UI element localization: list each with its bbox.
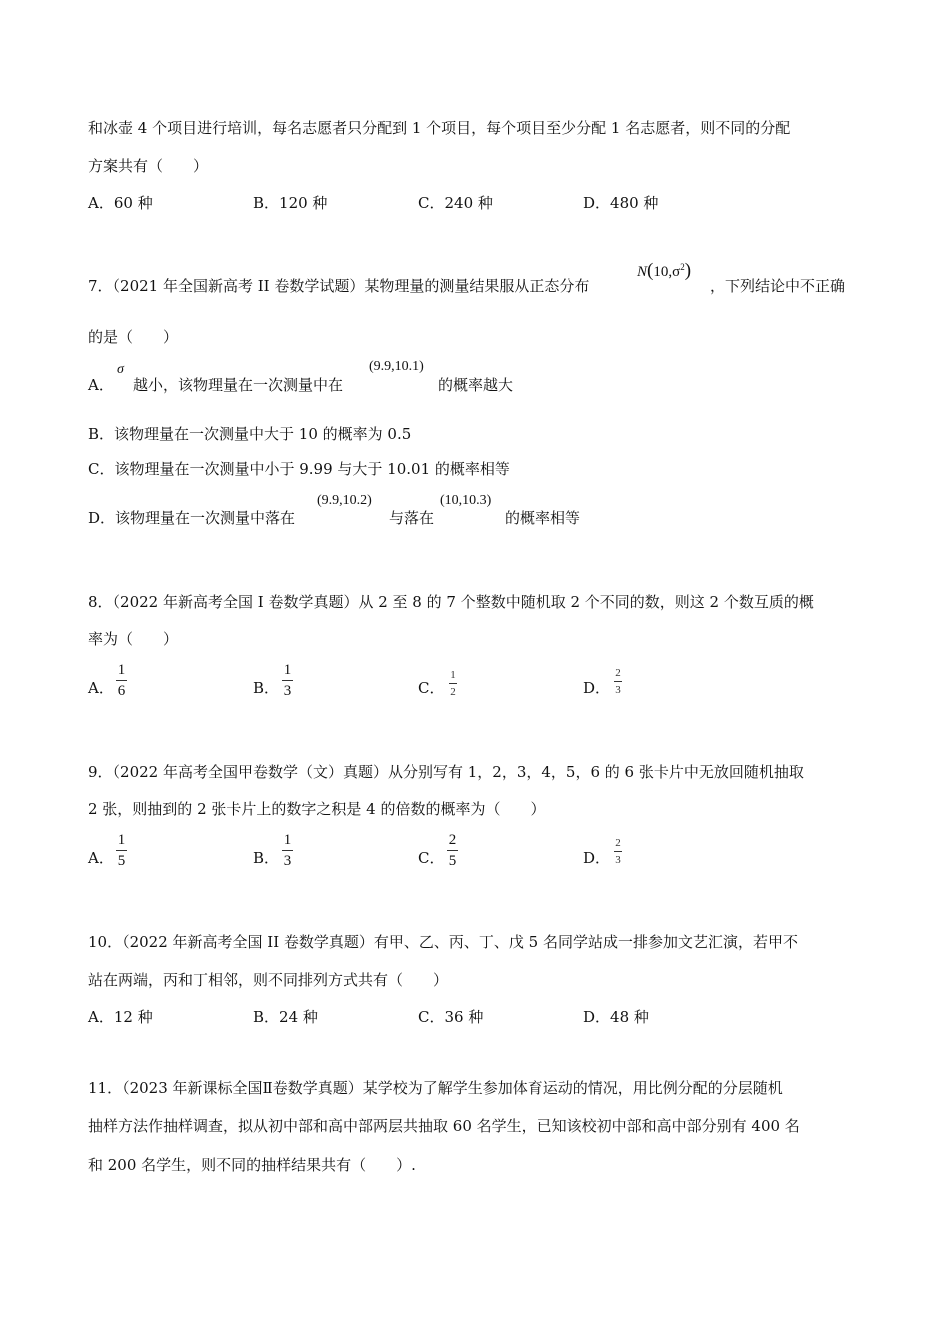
q9-option-d-label: D． — [583, 849, 611, 867]
q8-option-c-denominator: 2 — [450, 686, 456, 698]
q10-option-d: D．48 种 — [583, 1008, 649, 1026]
q7-option-d-interval-1: (9.9,10.2) — [317, 493, 372, 508]
q7-option-c: C．该物理量在一次测量中小于 9.99 与大于 10.01 的概率相等 — [88, 460, 510, 478]
q11-line-1: 11．（2023 年新课标全国Ⅱ卷数学真题）某学校为了解学生参加体育运动的情况，用比例分配的分层随机 — [88, 1079, 783, 1097]
q9-option-a-fraction — [116, 832, 127, 869]
q9-option-a-denominator: 5 — [117, 853, 126, 869]
q9-option-b-numerator: 1 — [283, 832, 292, 848]
q7-option-a-text-1: 越小，该物理量在一次测量中在 — [133, 376, 344, 394]
q7-formula-n: N — [637, 264, 648, 280]
q7-line-2: 的是（ ） — [88, 328, 179, 346]
q9-option-d-fraction — [614, 837, 622, 866]
q9-line-2: 2 张，则抽到的 2 张卡片上的数字之积是 4 的倍数的概率为（ ） — [88, 800, 546, 818]
q11-line-3: 和 200 名学生，则不同的抽样结果共有（ ）. — [88, 1156, 416, 1174]
q8-line-1: 8．（2022 年新高考全国 I 卷数学真题）从 2 至 8 的 7 个整数中随机取 2 个不同的数，则这 2 个数互质的概 — [88, 593, 814, 611]
q9-option-c-fraction — [447, 832, 458, 869]
q8-option-d-label: D． — [583, 679, 611, 697]
q8-option-d-denominator: 3 — [615, 684, 621, 696]
q8-option-c-fraction — [449, 669, 457, 698]
q8-option-b-denominator: 3 — [283, 683, 292, 699]
q7-formula-args: 10,σ — [653, 264, 681, 280]
q7-option-d-text-3: 的概率相等 — [505, 509, 581, 527]
q8-option-c-numerator: 1 — [450, 669, 456, 681]
q9-option-c-denominator: 5 — [448, 853, 457, 869]
q7-option-d-interval-2: (10,10.3) — [440, 493, 492, 508]
q8-option-a-label: A． — [88, 679, 114, 697]
q10-line-2: 站在两端，丙和丁相邻，则不同排列方式共有（ ） — [88, 971, 449, 989]
q8-option-a-denominator: 6 — [117, 683, 126, 699]
q9-option-a-label: A． — [88, 849, 114, 867]
q9-option-a-numerator: 1 — [117, 832, 126, 848]
q7-normal-distribution-formula: $N(10,\sigma^2)$ — [637, 260, 692, 281]
q7-option-a-label: A． — [88, 376, 114, 394]
q7-option-a-interval: (9.9,10.1) — [369, 359, 424, 374]
q8-option-b-label: B． — [253, 679, 280, 697]
q8-line-2: 率为（ ） — [88, 630, 179, 648]
q7-stem-part-a: 7．（2021 年全国新高考 II 卷数学试题）某物理量的测量结果服从正态分布 — [88, 277, 590, 295]
q9-option-c-numerator: 2 — [448, 832, 457, 848]
q6-option-a: A．60 种 — [88, 194, 153, 212]
q8-option-d-fraction — [614, 667, 622, 696]
q6-line-2: 方案共有（ ） — [88, 157, 209, 175]
q7-option-a-sigma: σ — [117, 362, 124, 377]
q9-option-b-fraction — [282, 832, 293, 869]
q7-option-d-text-1: D．该物理量在一次测量中落在 — [88, 509, 296, 527]
q8-option-c-label: C． — [418, 679, 445, 697]
q7-option-b: B．该物理量在一次测量中大于 10 的概率为 0.5 — [88, 425, 412, 443]
q7-formula-exponent: 2 — [680, 262, 685, 272]
q7-option-a-text-2: 的概率越大 — [438, 376, 514, 394]
q6-option-c: C．240 种 — [418, 194, 493, 212]
q6-line-1: 和冰壶 4 个项目进行培训，每名志愿者只分配到 1 个项目，每个项目至少分配 1 名志愿者，则不同的分配 — [88, 119, 791, 137]
q9-option-b-denominator: 3 — [283, 853, 292, 869]
q8-option-a-fraction — [116, 662, 127, 699]
q7-option-d-text-2: 与落在 — [389, 509, 435, 527]
q8-option-a-numerator: 1 — [117, 662, 126, 678]
q11-line-2: 抽样方法作抽样调查，拟从初中部和高中部两层共抽取 60 名学生，已知该校初中部和高中部分别有 400 名 — [88, 1117, 800, 1135]
q6-option-b: B．120 种 — [253, 194, 328, 212]
q8-option-b-numerator: 1 — [283, 662, 292, 678]
q10-option-a: A．12 种 — [88, 1008, 153, 1026]
q6-option-d: D．480 种 — [583, 194, 659, 212]
q10-option-b: B．24 种 — [253, 1008, 318, 1026]
q9-line-1: 9．（2022 年高考全国甲卷数学（文）真题）从分别写有 1，2，3，4，5，6 的 6 张卡片中无放回随机抽取 — [88, 763, 804, 781]
q10-line-1: 10．（2022 年新高考全国 II 卷数学真题）有甲、乙、丙、丁、戊 5 名同学站成一排参加文艺汇演，若甲不 — [88, 933, 798, 951]
q7-stem-part-b: ，下列结论中不正确 — [710, 277, 846, 295]
q9-option-d-numerator: 2 — [615, 837, 621, 849]
q9-option-b-label: B． — [253, 849, 280, 867]
q10-option-c: C．36 种 — [418, 1008, 484, 1026]
q9-option-c-label: C． — [418, 849, 445, 867]
q9-option-d-denominator: 3 — [615, 854, 621, 866]
q8-option-d-numerator: 2 — [615, 667, 621, 679]
q8-option-b-fraction — [282, 662, 293, 699]
